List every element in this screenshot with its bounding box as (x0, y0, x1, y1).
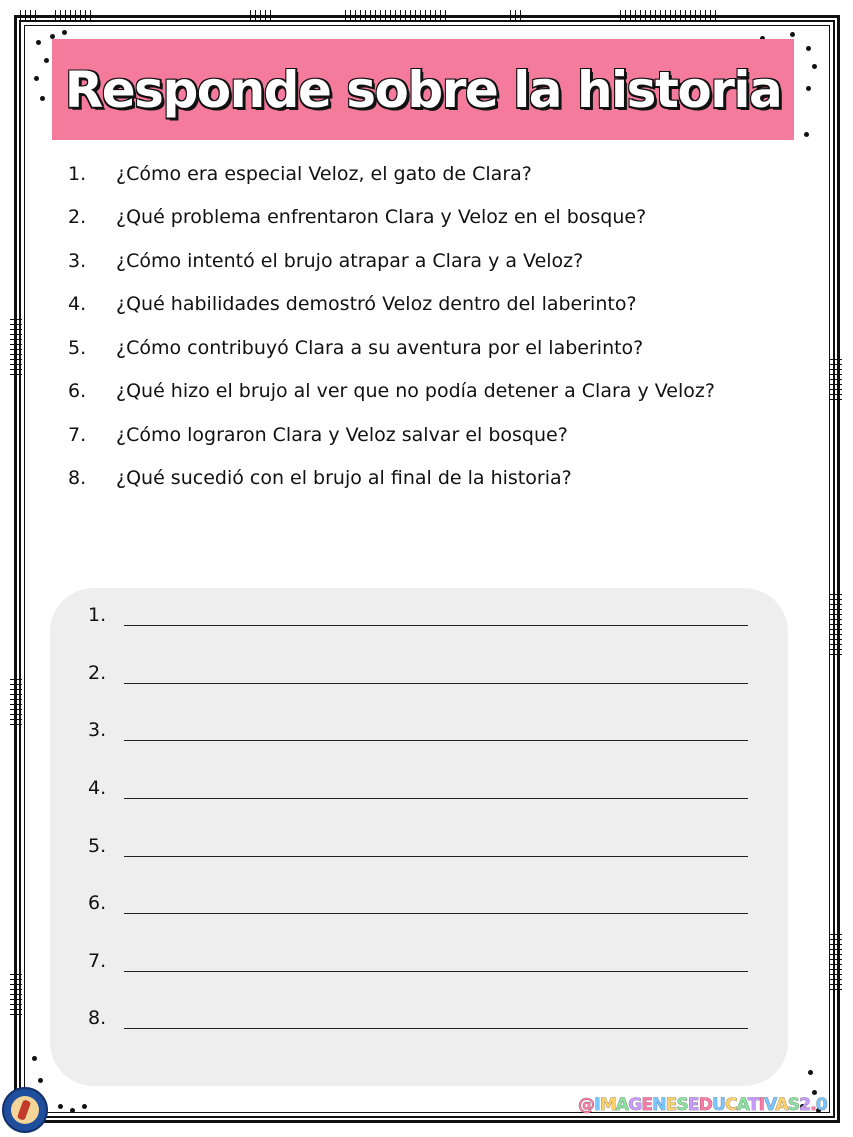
answer-row (88, 769, 748, 799)
question-item (68, 283, 808, 327)
question-item (68, 239, 808, 283)
answer-line[interactable] (124, 718, 748, 741)
question-text: ¿Cómo contribuyó Clara a su aventura por el laberinto? (116, 336, 644, 359)
watermark-text (578, 1095, 827, 1117)
answer-number: 5. (88, 835, 107, 857)
answer-row (88, 942, 748, 972)
question-number: 1. (68, 162, 87, 185)
answer-line[interactable] (124, 1006, 748, 1029)
question-item (68, 326, 808, 370)
border-hatch-left (10, 40, 22, 1100)
question-number: 2. (68, 206, 87, 229)
answer-number: 2. (88, 662, 107, 684)
question-number: 6. (68, 380, 87, 403)
answer-number: 7. (88, 950, 107, 972)
question-number: 7. (68, 423, 87, 446)
answer-number: 4. (88, 777, 107, 799)
answer-number: 3. (88, 719, 107, 741)
answer-number: 6. (88, 892, 107, 914)
question-item (68, 152, 808, 196)
question-item (68, 457, 808, 501)
answer-line[interactable] (124, 949, 748, 972)
answer-area (50, 588, 788, 1086)
question-number: 8. (68, 467, 87, 490)
question-list (68, 152, 808, 500)
answer-line[interactable] (124, 834, 748, 857)
question-text: ¿Qué habilidades demostró Veloz dentro del laberinto? (116, 293, 637, 316)
question-text: ¿Cómo lograron Clara y Veloz salvar el bosque? (116, 423, 568, 446)
answer-row (88, 654, 748, 684)
question-text: ¿Cómo era especial Veloz, el gato de Clara? (116, 162, 532, 185)
title-banner (52, 39, 794, 140)
answer-row (88, 596, 748, 626)
question-number: 5. (68, 336, 87, 359)
question-item (68, 413, 808, 457)
question-text: ¿Qué hizo el brujo al ver que no podía detener a Clara y Veloz? (116, 380, 715, 403)
answer-row (88, 999, 748, 1029)
question-text: ¿Cómo intentó el brujo atrapar a Clara y a Veloz? (116, 249, 584, 272)
answer-line[interactable] (124, 891, 748, 914)
border-hatch-top (20, 10, 830, 22)
watermark-label: @IMAGENESEDUCATIVAS2.0 (578, 1095, 827, 1115)
question-item (68, 196, 808, 240)
publisher-logo-icon (2, 1087, 48, 1133)
answer-line[interactable] (124, 661, 748, 684)
question-text: ¿Qué problema enfrentaron Clara y Veloz en el bosque? (116, 206, 647, 229)
answer-number: 8. (88, 1007, 107, 1029)
answer-line[interactable] (124, 603, 748, 626)
logo-figure-icon (11, 1096, 39, 1124)
answer-row (88, 711, 748, 741)
question-number: 4. (68, 293, 87, 316)
question-item (68, 370, 808, 414)
question-number: 3. (68, 249, 87, 272)
answer-line[interactable] (124, 776, 748, 799)
answer-number: 1. (88, 604, 107, 626)
question-text: ¿Qué sucedió con el brujo al final de la historia? (116, 467, 572, 490)
answer-row (88, 884, 748, 914)
answer-row (88, 827, 748, 857)
page-title: Responde sobre la historia (64, 60, 782, 119)
border-hatch-right (830, 40, 842, 1100)
